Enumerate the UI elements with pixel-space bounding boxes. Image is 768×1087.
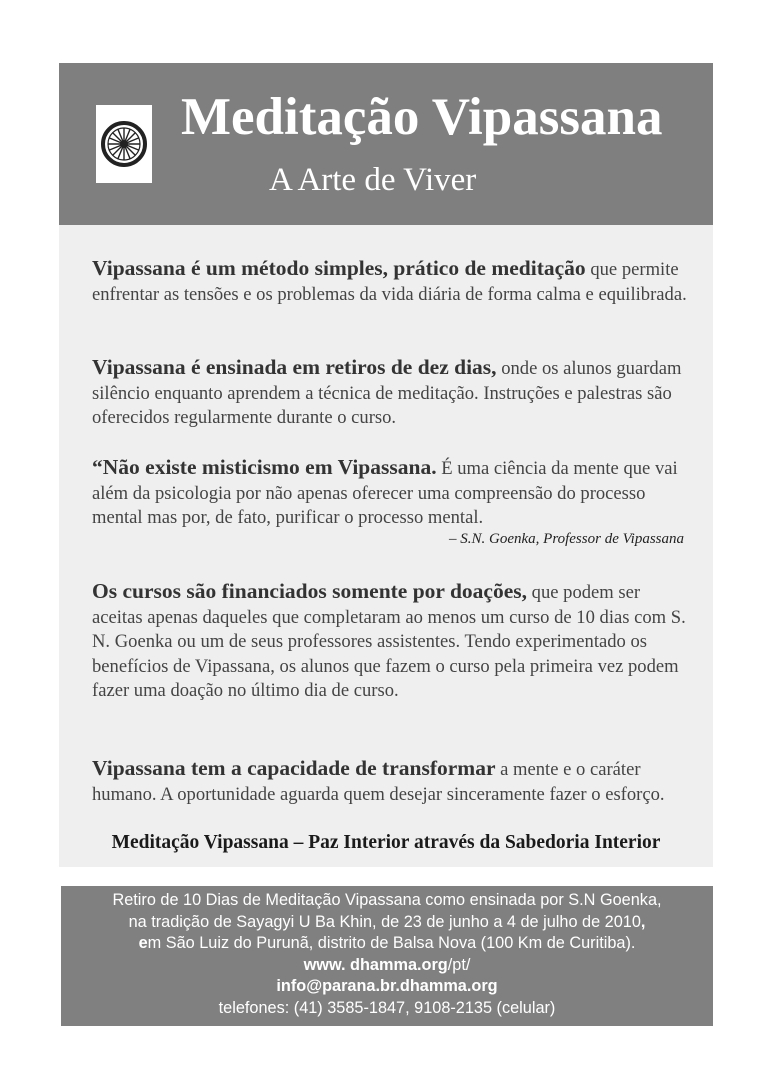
paragraph-lead: Vipassana é um método simples, prático de meditação	[92, 256, 586, 280]
paragraph-lead: Vipassana tem a capacidade de transformar	[92, 756, 496, 780]
paragraph-quote	[92, 455, 692, 531]
paragraph-lead: “Não existe misticismo em Vipassana.	[92, 455, 437, 479]
paragraph-text: que permite enfrentar as tensões e os problemas da vida diária de forma calma e equilibrada.	[92, 259, 687, 305]
paragraph-text: que podem ser aceitas apenas daqueles que completaram ao menos um curso de 10 dias com S. N. Goenka ou um de seus professores assistentes. Tendo experimentado os benefícios de Vipassana, os alunos que fazem o curso pela primeira vez podem fazer uma doação no último dia de curso.	[92, 582, 686, 701]
content-panel	[59, 225, 713, 867]
quote-attribution: – S.N. Goenka, Professor de Vipassana	[449, 531, 684, 547]
footer-location-initial: e	[138, 934, 148, 953]
paragraph-transform	[92, 756, 692, 807]
footer-email[interactable]: info@parana.br.dhamma.org	[276, 977, 498, 996]
paragraph-text: É uma ciência da mente que vai além da psicologia por não apenas oferecer uma compreensão do processo mental mas por, de fato, purificar o processo mental.	[92, 458, 678, 528]
paragraph-retreats	[92, 355, 692, 431]
paragraph-lead: Os cursos são financiados somente por doações,	[92, 579, 527, 603]
paragraph-lead: Vipassana é ensinada em retiros de dez dias,	[92, 355, 497, 379]
footer-website-path[interactable]: /pt/	[447, 955, 471, 974]
footer-website-domain[interactable]: www. dhamma.org	[303, 955, 448, 974]
footer-line-course: Retiro de 10 Dias de Meditação Vipassana como ensinada por S.N Goenka,	[112, 891, 662, 909]
footer-dates-text: na tradição de Sayagyi U Ba Khin, de 23 de junho a 4 de julho de 2010	[128, 912, 641, 931]
dhamma-wheel-icon	[96, 105, 152, 183]
paragraph-text: a mente e o caráter humano. A oportunidade aguarda quem desejar sinceramente fazer o esforço.	[92, 759, 665, 805]
footer-line-location	[61, 933, 713, 955]
footer-location-text: m São Luiz do Purunã, distrito de Balsa Nova (100 Km de Curitiba).	[147, 934, 636, 953]
footer-dates-comma: ,	[640, 912, 646, 931]
header-banner	[59, 63, 713, 225]
paragraph-method	[92, 256, 692, 307]
page-subtitle: A Arte de Viver	[269, 162, 477, 198]
tagline: Meditação Vipassana – Paz Interior através da Sabedoria Interior	[111, 832, 661, 853]
footer-line-dates	[61, 912, 713, 934]
page-title: Meditação Vipassana	[181, 88, 663, 146]
footer-phones: telefones: (41) 3585-1847, 9108-2135 (celular)	[218, 998, 556, 1017]
paragraph-text: onde os alunos guardam silêncio enquanto aprendem a técnica de meditação. Instruções e palestras são oferecidos regularmente durante o curso.	[92, 358, 682, 428]
footer-website[interactable]	[61, 955, 713, 977]
paragraph-donations	[92, 579, 692, 704]
footer-info	[61, 886, 713, 1026]
